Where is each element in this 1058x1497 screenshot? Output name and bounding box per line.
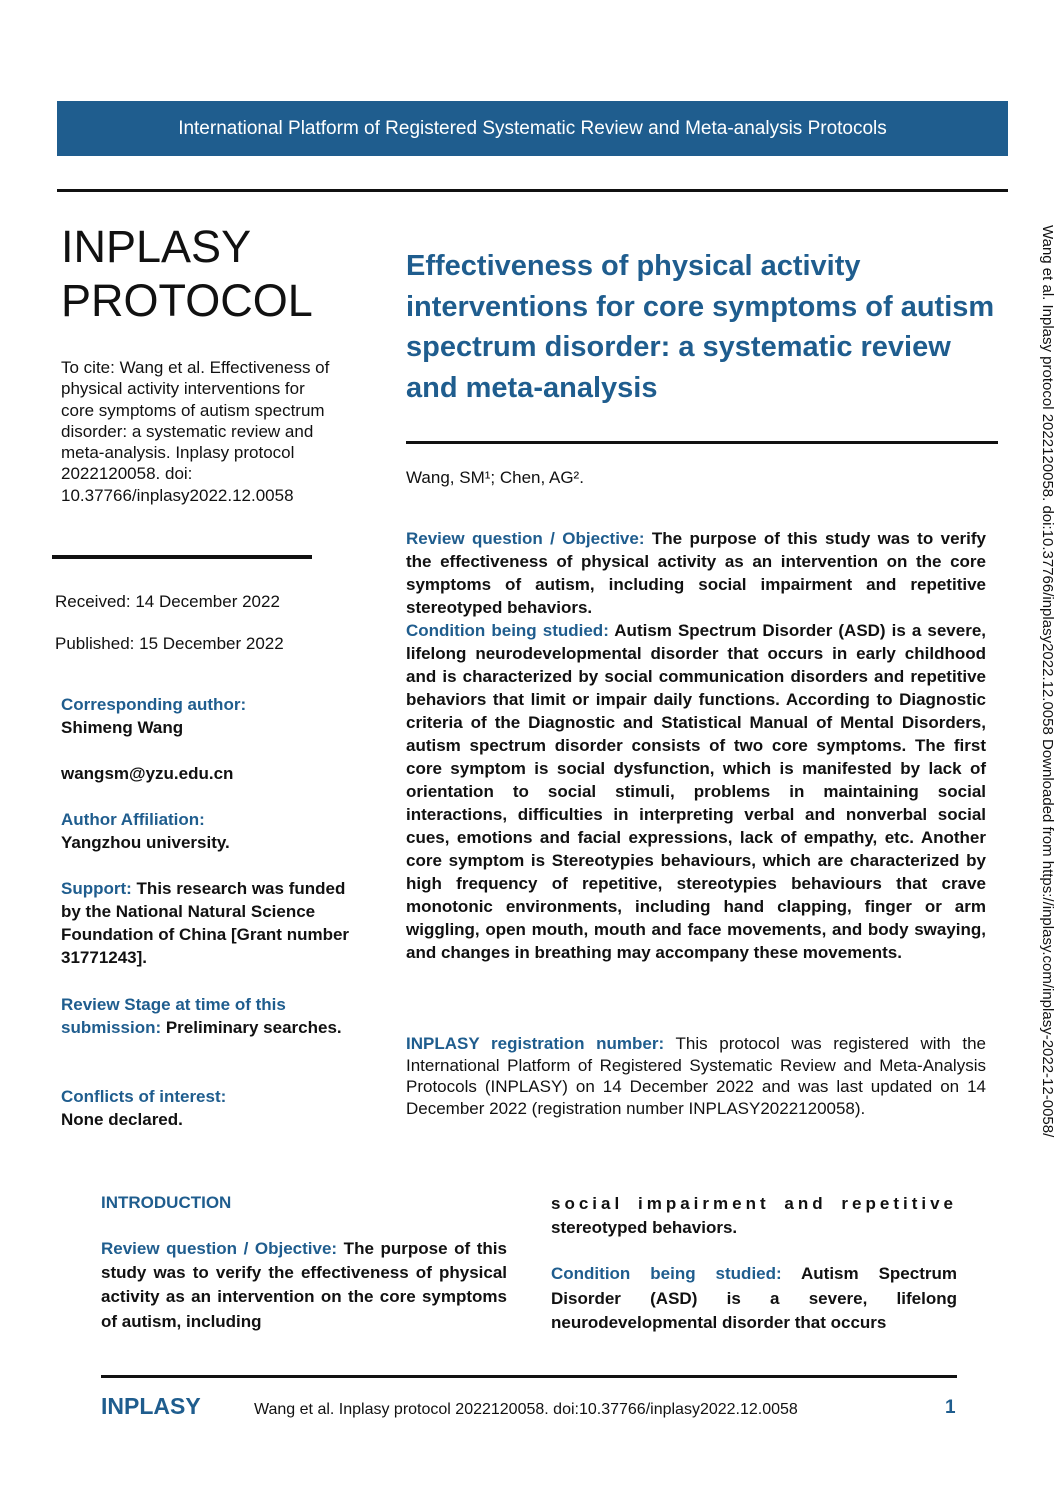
registration-info [406,1033,986,1119]
corresponding-author-email[interactable]: wangsm@yzu.edu.cn [61,764,234,783]
conflicts-of-interest [61,1085,361,1131]
intro-objective-text: The purpose of this study was to verify the effectiveness of physical activity as an intervention on the core symptoms of autism, including [101,1239,507,1331]
sidebar-divider [52,555,312,559]
page-number: 1 [945,1397,956,1418]
introduction-heading: INTRODUCTION [101,1193,232,1212]
condition-label: Condition being studied: [406,621,609,640]
protocol-label-line-1: INPLASY [61,221,252,272]
protocol-label [61,220,381,328]
intro-left-column [101,1237,507,1334]
support-info [61,877,361,969]
objective-label: Review question / Objective: [406,529,645,548]
corresponding-author-name: Shimeng Wang [61,718,184,737]
title-divider [406,441,998,444]
registration-text: This protocol was registered with the International Platform of Registered Systematic Review and Meta-Analysis Protocols (INPLASY) on 14 December 2022 and was last updated on 14 December 2022 (registration number INPLASY2022120058). [406,1034,986,1118]
citation-text: To cite: Wang et al. Effectiveness of physical activity interventions for core symptoms of autism spectrum disorder: a systematic review and meta-analysis. Inplasy protocol 2022120058. doi: 10.37766/inplasy2022.12.0058 [61,358,330,505]
affiliation-label: Author Affiliation: [61,810,205,829]
intro-condition-label: Condition being studied: [551,1264,782,1284]
banner-text: International Platform of Registered Systematic Review and Meta-analysis Protocols [178,117,887,139]
protocol-label-line-2: PROTOCOL [61,275,313,326]
condition-text: Autism Spectrum Disorder (ASD) is a severe, lifelong neurodevelopmental disorder that occurs in early childhood and is characterized by social communication disorders and repetitive behaviors that limit or impair daily functions. According to Diagnostic criteria of the Diagnostic and Statistical Manual of Mental Disorders, autism spectrum disorder consists of two core symptoms. The first core symptom is social dysfunction, which is manifested by lack of orientation to social stimuli, problems in maintaining social interactions, difficulties in interpreting verbal and nonverbal social cues, emotions and facial expressions, lack of empathy, etc. Another core symptom is Stereotypies behaviours, which are characterized by high frequency of repetitive, stereotypies behaviours that crave monotonic environments, including hand clapping, finger or arm wiggling, open mouth, mouth and face movements, and body swaying, and changes in breathing may accompany these movements. [406,621,986,962]
intro-right-continuation-2: stereotyped behaviors. [551,1218,738,1238]
support-label: Support: [61,879,132,898]
published-date: Published: 15 December 2022 [55,634,284,653]
objective-text: The purpose of this study was to verify the effectiveness of physical activity as an intervention on the core symptoms of autism, including social impairment and repetitive stereotyped behaviors. [406,529,986,617]
affiliation-value: Yangzhou university. [61,833,230,852]
corresponding-author [61,693,361,785]
review-stage-value: Preliminary searches. [161,1018,342,1037]
conflicts-value: None declared. [61,1110,183,1129]
received-date: Received: 14 December 2022 [55,592,280,611]
intro-right-continuation-1: social impairment and repetitive [551,1194,957,1213]
intro-condition-text: Autism Spectrum Disorder (ASD) is a severe, lifelong neurodevelopmental disorder that occurs [551,1264,957,1332]
footer-brand: INPLASY [101,1393,201,1419]
intro-right-column [551,1192,957,1335]
support-value: This research was funded by the National Natural Science Foundation of China [Grant number 31771243]. [61,879,350,967]
registration-label: INPLASY registration number: [406,1034,665,1053]
article-title: Effectiveness of physical activity interventions for core symptoms of autism spectrum disorder: a systematic review and meta-analysis [406,250,995,404]
authors: Wang, SM¹; Chen, AG². [406,468,584,487]
footer-citation: Wang et al. Inplasy protocol 2022120058. doi:10.37766/inplasy2022.12.0058 [254,1401,798,1418]
author-affiliation [61,808,361,854]
review-stage [61,993,361,1039]
intro-objective-label: Review question / Objective: [101,1239,338,1258]
side-watermark: Wang et al. Inplasy protocol 2022120058. doi:10.37766/inplasy2022.12.0058 Downloaded from https://inplasy.com/inplasy-2022-12-0058/ [1039,225,1056,1138]
conflicts-label: Conflicts of interest: [61,1087,227,1106]
top-divider [57,189,1008,192]
header-banner [57,101,1008,156]
corresponding-author-label: Corresponding author: [61,695,247,714]
abstract-objective [406,527,986,964]
review-stage-label: Review Stage at time of this submission: [61,995,286,1037]
footer-divider [101,1375,957,1378]
